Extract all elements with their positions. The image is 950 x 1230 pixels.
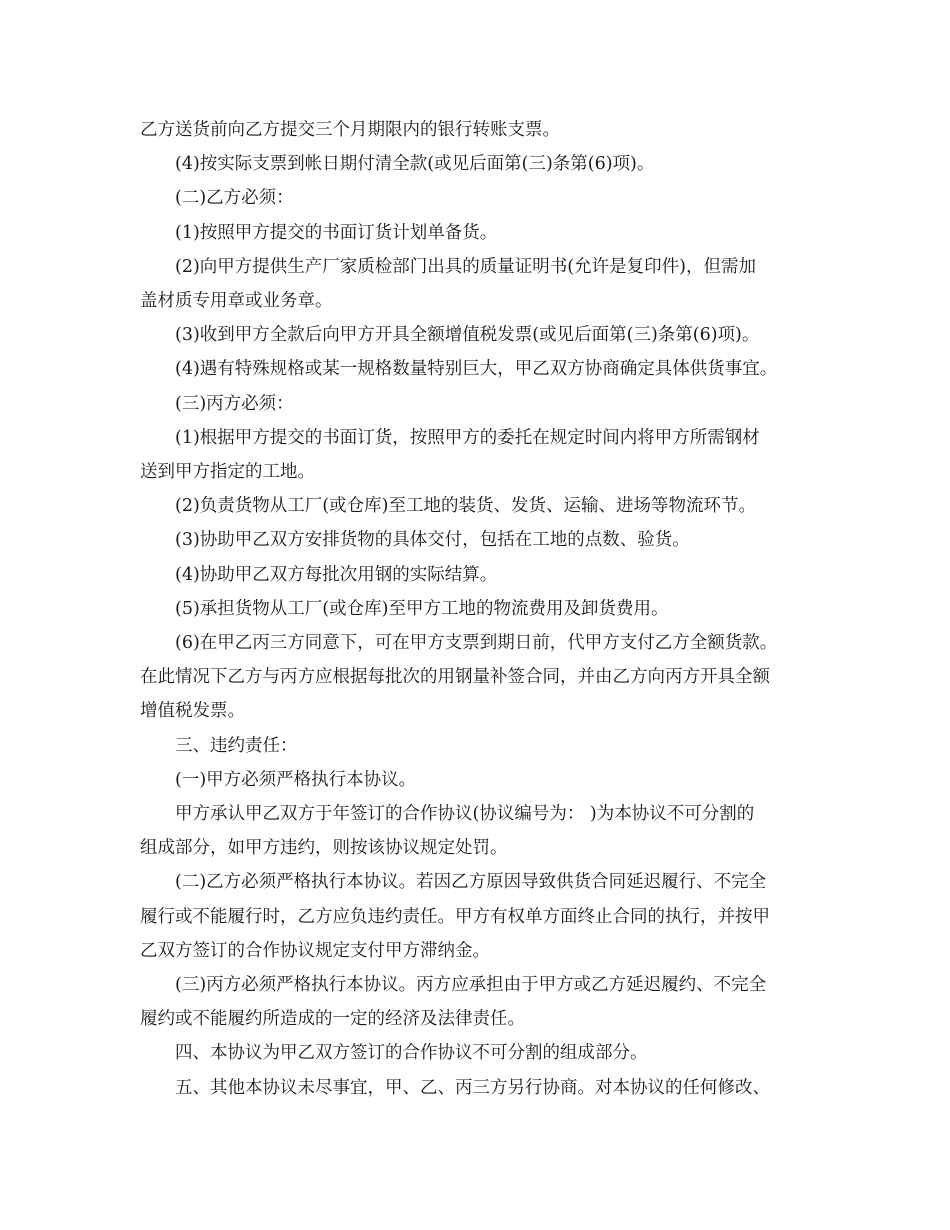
document-line: (4)按实际支票到帐日期付清全款(或见后面第(三)条第(6)项)。 <box>175 154 655 175</box>
document-line: 盖材质专用章或业务章。 <box>140 291 333 312</box>
document-line: 甲方承认甲乙双方于年签订的合作协议(协议编号为： )为本协议不可分割的 <box>175 804 755 825</box>
document-line: 履行或不能履行时，乙方应负违约责任。甲方有权单方面终止合同的执行，并按甲 <box>140 906 770 927</box>
document-line: (1)根据甲方提交的书面订货，按照甲方的委托在规定时间内将甲方所需钢材 <box>175 427 760 448</box>
document-line: (三)丙方必须严格执行本协议。丙方应承担由于甲方或乙方延迟履约、不完全 <box>175 975 767 996</box>
document-line: (4)协助甲乙双方每批次用钢的实际结算。 <box>175 564 498 585</box>
document-line: 增值税发票。 <box>140 701 245 722</box>
document-line: (二)乙方必须： <box>175 188 294 209</box>
document-line: 三、违约责任： <box>175 735 298 756</box>
document-line: 送到甲方指定的工地。 <box>140 462 315 483</box>
document-line: (二)乙方必须严格执行本协议。若因乙方原因导致供货合同延迟履行、不完全 <box>175 872 767 893</box>
document-line: (1)按照甲方提交的书面订货计划单备货。 <box>175 222 498 243</box>
document-line: 履约或不能履约所造成的一定的经济及法律责任。 <box>140 1009 525 1030</box>
document-line: (一)甲方必须严格执行本协议。 <box>175 769 417 790</box>
document-line: (2)向甲方提供生产厂家质检部门出具的质量证明书(允许是复印件)，但需加 <box>175 256 756 277</box>
document-line: 五、其他本协议未尽事宜，甲、乙、丙三方另行协商。对本协议的任何修改、 <box>175 1077 770 1098</box>
document-line: 组成部分，如甲方违约，则按该协议规定处罚。 <box>140 838 508 859</box>
document-line: 乙方送货前向乙方提交三个月期限内的银行转账支票。 <box>140 120 560 140</box>
document-line: (5)承担货物从工厂(或仓库)至甲方工地的物流费用及卸货费用。 <box>175 598 669 619</box>
document-line: (3)协助甲乙双方安排货物的具体交付，包括在工地的点数、验货。 <box>175 530 690 551</box>
document-line: 四、本协议为甲乙双方签订的合作协议不可分割的组成部分。 <box>175 1043 648 1064</box>
document-line: (4)遇有特殊规格或某一规格数量特别巨大，甲乙双方协商确定具体供货事宜。 <box>175 359 778 380</box>
document-line: (三)丙方必须： <box>175 393 294 414</box>
document-line: 乙双方签订的合作协议规定支付甲方滞纳金。 <box>140 940 490 961</box>
document-body <box>140 113 820 1105</box>
document-line: 在此情况下乙方与丙方应根据每批次的用钢量补签合同，并由乙方向丙方开具全额 <box>140 667 770 688</box>
document-line: (6)在甲乙丙三方同意下，可在甲方支票到期日前，代甲方支付乙方全额货款。 <box>175 633 778 654</box>
document-line: (3)收到甲方全款后向甲方开具全额增值税发票(或见后面第(三)条第(6)项)。 <box>175 325 760 346</box>
document-line: (2)负责货物从工厂(或仓库)至工地的装货、发货、运输、进场等物流环节。 <box>175 496 756 517</box>
